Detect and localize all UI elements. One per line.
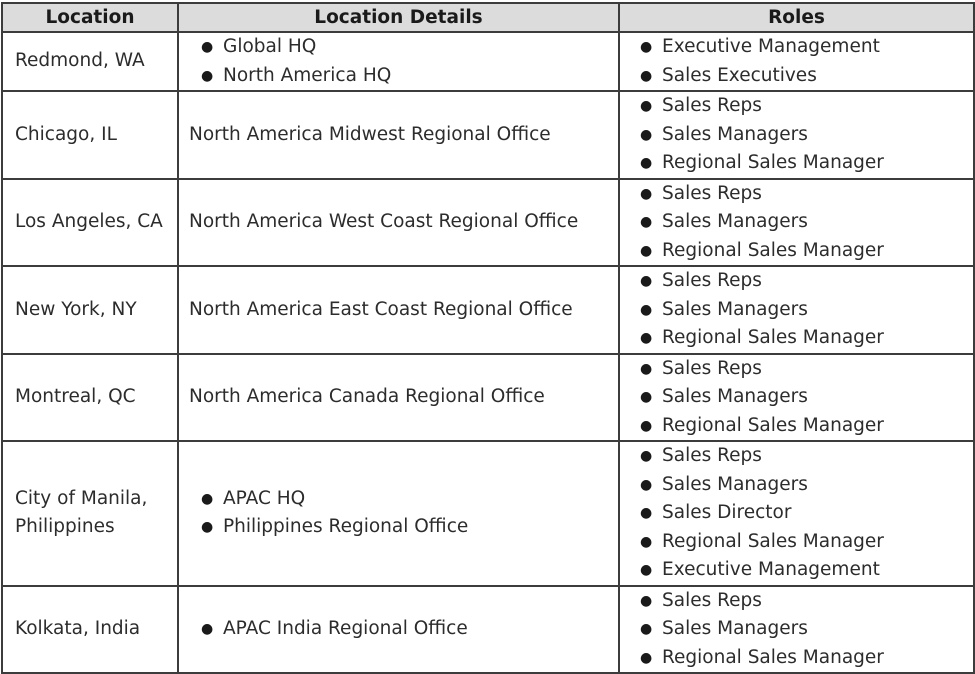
location-cell: Redmond, WA: [2, 32, 178, 91]
bullet-icon: ●: [640, 417, 653, 434]
bullet-icon: ●: [640, 360, 653, 377]
list-item: ● Philippines Regional Office: [223, 513, 608, 542]
list-item: ● Executive Management: [662, 556, 963, 585]
list-item: ● Regional Sales Manager: [662, 324, 963, 353]
details-list: [201, 485, 608, 542]
list-item: ● Sales Reps: [662, 355, 963, 384]
bullet-icon: ●: [201, 519, 214, 536]
bullet-icon: ●: [640, 533, 653, 550]
bullet-icon: ●: [640, 389, 653, 405]
table-row: [2, 586, 974, 674]
roles-list: [640, 180, 963, 266]
location-cell: Los Angeles, CA: [2, 179, 178, 267]
bullet-icon: ●: [640, 330, 653, 346]
list-item: ● Sales Reps: [662, 267, 963, 296]
roles-cell: [619, 179, 974, 267]
bullet-icon: ●: [640, 592, 653, 609]
bullet-icon: ●: [640, 273, 653, 289]
list-item: ● Regional Sales Manager: [662, 237, 963, 266]
bullet-icon: ●: [640, 126, 653, 143]
table-row: [2, 354, 974, 442]
bullet-icon: ●: [640, 649, 653, 666]
list-item: ● Sales Managers: [662, 208, 963, 237]
bullet-icon: ●: [640, 301, 653, 318]
header-row: [2, 3, 974, 32]
list-item: ● Regional Sales Manager: [662, 644, 963, 673]
location-details-cell: North America Midwest Regional Office: [178, 91, 619, 179]
details-list: [201, 615, 608, 644]
location-details-cell: [178, 441, 619, 586]
location-cell: Chicago, IL: [2, 91, 178, 179]
list-item: ● APAC HQ: [223, 485, 608, 514]
location-cell: New York, NY: [2, 266, 178, 354]
list-item: ● Sales Managers: [662, 121, 963, 150]
bullet-icon: ●: [640, 155, 653, 171]
roles-cell: [619, 91, 974, 179]
table-row: [2, 179, 974, 267]
location-details-cell: [178, 586, 619, 674]
list-item: ● Sales Reps: [662, 587, 963, 616]
location-details-cell: North America East Coast Regional Office: [178, 266, 619, 354]
list-item: ● Regional Sales Manager: [662, 528, 963, 557]
list-item: ● Regional Sales Manager: [662, 149, 963, 178]
roles-list: [640, 442, 963, 585]
list-item: ● North America HQ: [223, 62, 608, 91]
roles-cell: [619, 441, 974, 586]
list-item: ● Sales Reps: [662, 442, 963, 471]
table-row: [2, 441, 974, 586]
bullet-icon: ●: [640, 67, 653, 84]
bullet-icon: ●: [640, 621, 653, 637]
location-details-cell: North America West Coast Regional Office: [178, 179, 619, 267]
roles-list: [640, 267, 963, 353]
list-item: ● Regional Sales Manager: [662, 412, 963, 441]
roles-list: [640, 33, 963, 90]
list-item: ● APAC India Regional Office: [223, 615, 608, 644]
bullet-icon: ●: [640, 476, 653, 493]
table-row: [2, 266, 974, 354]
roles-list: [640, 587, 963, 673]
roles-list: [640, 92, 963, 178]
header-location: Location: [2, 3, 178, 32]
list-item: ● Executive Management: [662, 33, 963, 62]
list-item: ● Sales Director: [662, 499, 963, 528]
roles-list: [640, 355, 963, 441]
location-details-cell: [178, 32, 619, 91]
bullet-icon: ●: [640, 214, 653, 230]
bullet-icon: ●: [640, 39, 653, 55]
bullet-icon: ●: [201, 67, 214, 84]
bullet-icon: ●: [640, 242, 653, 259]
roles-cell: [619, 266, 974, 354]
list-item: ● Sales Executives: [662, 62, 963, 91]
location-cell: Montreal, QC: [2, 354, 178, 442]
location-cell: Kolkata, India: [2, 586, 178, 674]
bullet-icon: ●: [640, 505, 653, 521]
list-item: ● Sales Managers: [662, 383, 963, 412]
list-item: ● Sales Managers: [662, 296, 963, 325]
bullet-icon: ●: [201, 39, 214, 55]
location-line: City of Manila,: [15, 487, 148, 509]
bullet-icon: ●: [640, 98, 653, 114]
bullet-icon: ●: [640, 185, 653, 202]
bullet-icon: ●: [640, 448, 653, 464]
roles-cell: [619, 586, 974, 674]
list-item: ● Sales Managers: [662, 471, 963, 500]
bullet-icon: ●: [640, 562, 653, 578]
list-item: ● Sales Managers: [662, 615, 963, 644]
bullet-icon: ●: [201, 621, 214, 637]
roles-cell: [619, 32, 974, 91]
header-roles: Roles: [619, 3, 974, 32]
roles-cell: [619, 354, 974, 442]
location-line: Philippines: [15, 516, 115, 538]
location-details-cell: North America Canada Regional Office: [178, 354, 619, 442]
table-row: [2, 91, 974, 179]
bullet-icon: ●: [201, 490, 214, 507]
location-cell: [2, 441, 178, 586]
header-location-details: Location Details: [178, 3, 619, 32]
locations-table: [1, 2, 975, 674]
list-item: ● Sales Reps: [662, 180, 963, 209]
details-list: [201, 33, 608, 90]
list-item: ● Sales Reps: [662, 92, 963, 121]
table-row: [2, 32, 974, 91]
list-item: ● Global HQ: [223, 33, 608, 62]
